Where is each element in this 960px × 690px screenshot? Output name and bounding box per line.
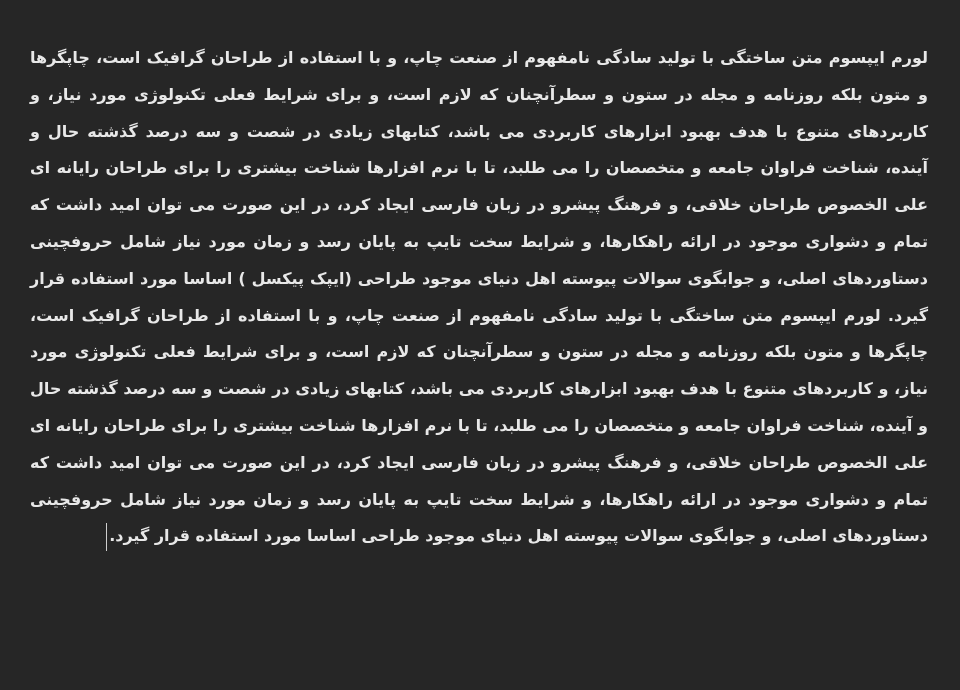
text-cursor xyxy=(106,523,107,551)
body-text: لورم ایپسوم متن ساختگی با تولید سادگی نامفهوم از صنعت چاپ، و با استفاده از طراحان گرافیک است، چاپگرها و متون بلکه روزنامه و مجله در ستون و سطرآنچنان که لازم است، و برای شرایط فعلی تکنولوژی مورد نیاز، و کاربردهای متنوع با هدف بهبود ابزارهای کاربردی می باشد، کتابهای زیادی در شصت و سه درصد گذشته حال و آینده، شناخت فراوان جامعه و متخصصان را می طلبد، تا با نرم افزارها شناخت بیشتری را برای طراحان رایانه ای علی الخصوص طراحان خلاقی، و فرهنگ پیشرو در زبان فارسی ایجاد کرد، در این صورت می توان امید داشت که تمام و دشواری موجود در ارائه راهکارها، و شرایط سخت تایپ به پایان رسد و زمان مورد نیاز شامل حروفچینی دستاوردهای اصلی، و جوابگوی سوالات پیوسته اهل دنیای موجود طراحی (ایپک پیکسل ) اساسا مورد استفاده قرار گیرد. لورم ایپسوم متن ساختگی با تولید سادگی نامفهوم از صنعت چاپ، و با استفاده از طراحان گرافیک است، چاپگرها و متون بلکه روزنامه و مجله در ستون و سطرآنچنان که لازم است، و برای شرایط فعلی تکنولوژی مورد نیاز، و کاربردهای متنوع با هدف بهبود ابزارهای کاربردی می باشد، کتابهای زیادی در شصت و سه درصد گذشته حال و آینده، شناخت فراوان جامعه و متخصصان را می طلبد، تا با نرم افزارها شناخت بیشتری را برای طراحان رایانه ای علی الخصوص طراحان خلاقی، و فرهنگ پیشرو در زبان فارسی ایجاد کرد، در این صورت می توان امید داشت که تمام و دشواری موجود در ارائه راهکارها، و شرایط سخت تایپ به پایان رسد و زمان مورد نیاز شامل حروفچینی دستاوردهای اصلی، و جوابگوی سوالات پیوسته اهل دنیای موجود طراحی اساسا مورد استفاده قرار گیرد. xyxy=(30,48,928,546)
text-editor-area[interactable] xyxy=(30,40,928,555)
